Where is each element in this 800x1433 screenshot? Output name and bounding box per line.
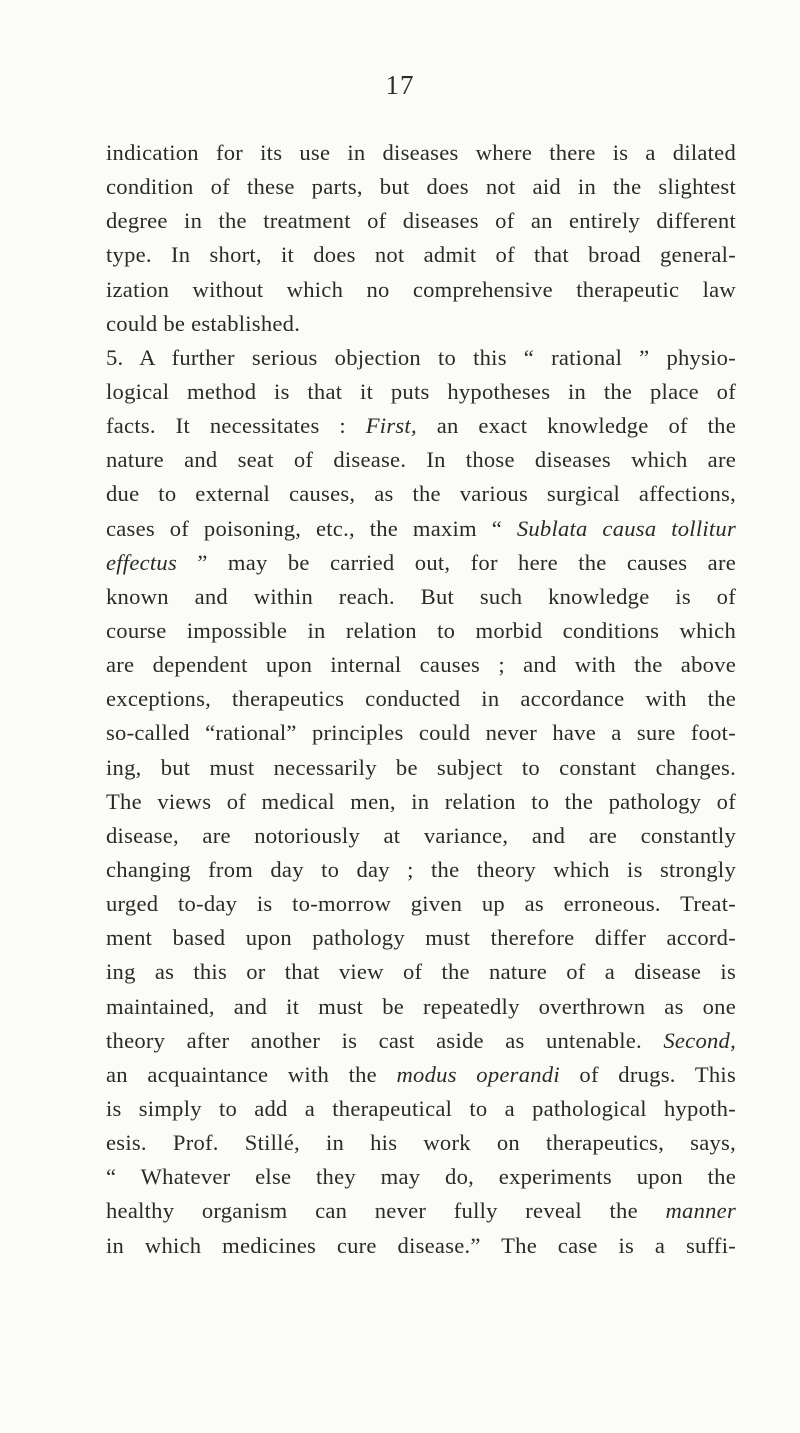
text-segment: are dependent upon internal causes ; and with the above: [106, 652, 736, 678]
text-line: [106, 273, 736, 307]
text-line: [106, 921, 736, 955]
text-segment: ” may be carried out, for here the causes are: [177, 549, 736, 575]
text-segment: logical method is that it puts hypotheses in the place of: [106, 378, 736, 404]
text-segment: in which medicines cure disease.” The case is a suffi-: [106, 1232, 736, 1258]
page-number: 17: [385, 70, 415, 100]
body-text: [106, 136, 736, 1263]
text-line: [106, 170, 736, 204]
text-line: [106, 1160, 736, 1194]
text-line: [106, 1126, 736, 1160]
text-segment: an exact knowledge of the: [416, 413, 736, 439]
text-segment: The views of medical men, in relation to the pathology of: [106, 788, 736, 814]
text-segment: facts. It necessitates :: [106, 413, 366, 439]
text-line: [106, 1024, 736, 1058]
text-segment: exceptions, therapeutics conducted in accordance with the: [106, 686, 736, 712]
italic-segment: effectus: [106, 549, 178, 575]
text-line: [106, 819, 736, 853]
text-segment: could be established.: [106, 310, 301, 336]
text-segment: theory after another is cast aside as untenable.: [106, 1027, 664, 1053]
text-line: [106, 443, 736, 477]
text-line: [106, 614, 736, 648]
text-line: [106, 785, 736, 819]
italic-segment: Sublata causa tollitur: [516, 515, 736, 541]
text-line: [106, 136, 736, 170]
text-line: [106, 955, 736, 989]
text-segment: indication for its use in diseases where there is a dilated: [106, 140, 736, 165]
text-segment: ization without which no comprehensive therapeutic law: [106, 276, 736, 302]
text-segment: degree in the treatment of diseases of an entirely different: [106, 208, 736, 234]
text-segment: type. In short, it does not admit of that broad general-: [106, 242, 736, 268]
italic-segment: Second,: [663, 1027, 736, 1053]
text-segment: condition of these parts, but does not aid in the slightest: [106, 174, 736, 200]
text-segment: nature and seat of disease. In those diseases which are: [106, 447, 736, 473]
text-line: [106, 307, 736, 341]
text-segment: “ Whatever else they may do, experiments upon the: [106, 1164, 736, 1190]
text-line: [106, 1194, 736, 1228]
text-segment: ing as this or that view of the nature of a disease is: [106, 959, 736, 985]
text-segment: 5. A further serious objection to this “ rational ” physio-: [106, 344, 736, 370]
text-segment: course impossible in relation to morbid conditions which: [106, 617, 736, 643]
text-segment: maintained, and it must be repeatedly overthrown as one: [106, 993, 736, 1019]
text-segment: changing from day to day ; the theory which is strongly: [106, 856, 736, 882]
text-line: [106, 682, 736, 716]
text-segment: ing, but must necessarily be subject to constant changes.: [106, 754, 736, 780]
text-line: [106, 887, 736, 921]
italic-segment: First,: [365, 413, 417, 439]
text-line: [106, 1058, 736, 1092]
text-line: [106, 853, 736, 887]
text-segment: esis. Prof. Stillé, in his work on therapeutics, says,: [106, 1130, 736, 1156]
text-segment: disease, are notoriously at variance, and are constantly: [106, 822, 736, 848]
text-segment: cases of poisoning, etc., the maxim “: [106, 515, 517, 541]
text-line: [106, 204, 736, 238]
text-line: [106, 580, 736, 614]
text-line: [106, 1229, 736, 1263]
text-line: [106, 1092, 736, 1126]
text-line: [106, 512, 736, 546]
text-segment: ment based upon pathology must therefore differ accord-: [106, 925, 736, 951]
text-line: [106, 409, 736, 443]
italic-segment: manner: [665, 1198, 736, 1224]
text-line: [106, 341, 736, 375]
text-segment: healthy organism can never fully reveal the: [106, 1198, 666, 1224]
text-line: [106, 477, 736, 511]
italic-segment: modus operandi: [396, 1061, 560, 1087]
text-line: [106, 375, 736, 409]
text-line: [106, 648, 736, 682]
text-segment: an acquaintance with the: [106, 1061, 397, 1087]
text-segment: is simply to add a therapeutical to a pathological hypoth-: [106, 1095, 736, 1121]
text-line: [106, 751, 736, 785]
text-line: [106, 716, 736, 750]
text-line: [106, 990, 736, 1024]
text-line: [106, 238, 736, 272]
text-segment: of drugs. This: [559, 1061, 736, 1087]
text-segment: known and within reach. But such knowledge is of: [106, 583, 736, 609]
text-segment: so-called “rational” principles could never have a sure foot-: [106, 720, 736, 746]
text-segment: urged to-day is to-morrow given up as erroneous. Treat-: [106, 891, 736, 917]
text-segment: due to external causes, as the various surgical affections,: [106, 481, 736, 507]
text-line: [106, 546, 736, 580]
